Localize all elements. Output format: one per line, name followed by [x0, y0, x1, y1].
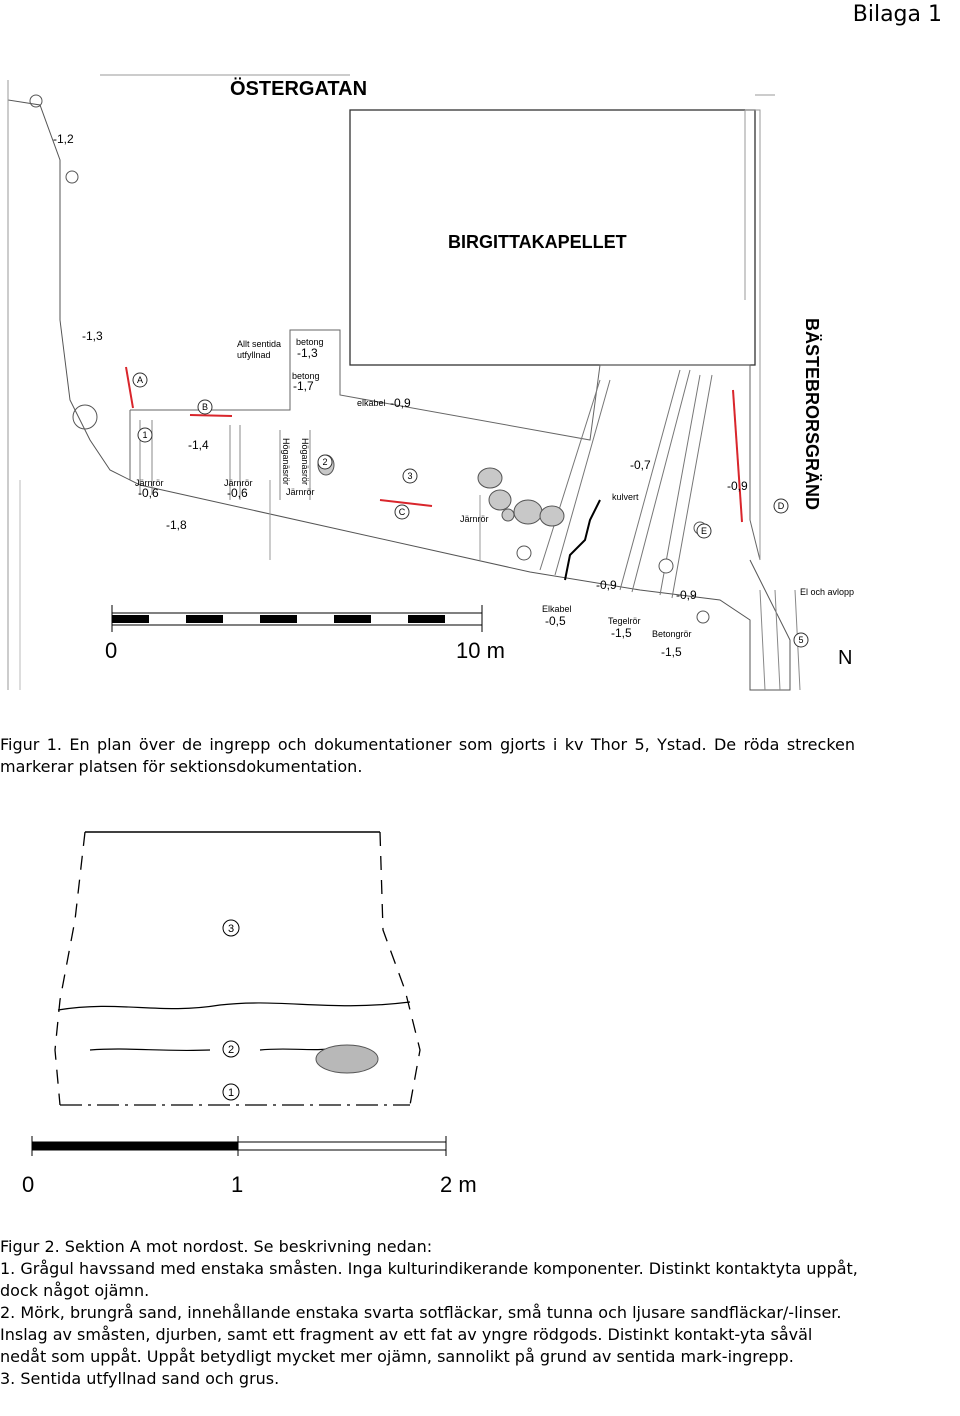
layer-3-marker [223, 920, 239, 936]
level: -1,5 [611, 626, 632, 640]
caption-line: 3. Sentida utfyllnad sand och grus. [0, 1369, 280, 1388]
level: -0,7 [630, 458, 651, 472]
label: El och avlopp [800, 587, 855, 597]
level: -0,9 [596, 578, 617, 592]
level: -1,7 [293, 379, 314, 393]
label: Järnrör [135, 478, 164, 488]
svg-text:2 m: 2 m [440, 1172, 477, 1197]
label: Järnrör [460, 514, 489, 524]
street-top: ÖSTERGATAN [230, 78, 368, 100]
level: -0,9 [727, 479, 748, 493]
svg-text:10 m: 10 m [456, 638, 505, 663]
scale-bar-plan [105, 605, 505, 663]
trench-number [138, 428, 152, 442]
section-drawing [0, 820, 960, 1220]
section-marker-E [697, 524, 711, 538]
section-marker-C [395, 505, 409, 519]
svg-text:E: E [700, 526, 708, 536]
svg-text:B: B [201, 402, 209, 412]
label: Järnrör [286, 487, 315, 497]
level: -0,6 [227, 486, 248, 500]
svg-text:D: D [777, 501, 785, 511]
page-header: Bilaga 1 [852, 2, 942, 27]
section-marker-D [774, 499, 788, 513]
level: -1,3 [82, 329, 103, 343]
label: kulvert [612, 492, 639, 502]
label: betong [292, 371, 320, 381]
svg-text:0: 0 [22, 1172, 35, 1197]
level: -0,6 [138, 486, 159, 500]
caption-line: Figur 2. Sektion A mot nordost. Se beskrivning nedan: [0, 1237, 433, 1256]
label: utfyllnad [237, 350, 271, 360]
svg-text:1: 1 [142, 430, 148, 440]
figure1-caption: Figur 1. En plan över de ingrepp och dokumentationer som gjorts i kv Thor 5, Ystad. De röda strecken markerar platsen för sektionsdokumentation. [0, 735, 855, 776]
svg-text:2: 2 [322, 457, 328, 467]
svg-text:1: 1 [231, 1172, 244, 1197]
level: -0,5 [545, 614, 566, 628]
label: Höganäsrör [281, 438, 291, 486]
scale-bar-section [22, 1136, 477, 1197]
figure2-caption [0, 1236, 860, 1390]
layer-1-marker [223, 1084, 239, 1100]
label: Betongrör [652, 629, 692, 639]
level: -1,8 [166, 518, 187, 532]
label: Elkabel [542, 604, 572, 614]
label: betong [296, 337, 324, 347]
section-marker-A [133, 373, 147, 387]
section-marker-B [198, 400, 212, 414]
north-arrow: N [838, 647, 853, 669]
level: -0,9 [390, 396, 411, 410]
caption-line: 1. Grågul havssand med enstaka småsten. Inga kulturindikerande komponenter. Distinkt kontaktyta uppåt, dock något ojämn. [0, 1259, 858, 1300]
svg-text:A: A [136, 375, 144, 385]
label: elkabel [357, 398, 386, 408]
building-name: BIRGITTAKAPELLET [448, 232, 627, 252]
caption-line: 2. Mörk, brungrå sand, innehållande enstaka svarta sotfläckar, små tunna och ljusare sandfläckar/-linser. Inslag av småsten, djurben, samt ett fragment av ett fat av yngre rödgods. Distinkt kontakt-yta såväl nedåt som uppåt. Uppåt betydligt mycket mer ojämn, sannolikt på grund av sentida mark-ingrepp. [0, 1303, 842, 1366]
svg-text:3: 3 [407, 471, 413, 481]
level: -0,9 [676, 588, 697, 602]
label: Allt sentida [237, 339, 282, 349]
level: -1,5 [661, 645, 682, 659]
level: -1,2 [53, 132, 74, 146]
svg-text:C: C [398, 507, 406, 517]
level: -1,4 [188, 438, 209, 452]
label: Höganäsrör [300, 438, 310, 486]
label: Tegelrör [608, 616, 641, 626]
layer-2-marker [223, 1041, 239, 1057]
svg-text:5: 5 [798, 635, 804, 645]
svg-text:3: 3 [227, 923, 235, 935]
label: Järnrör [224, 478, 253, 488]
svg-text:1: 1 [227, 1087, 235, 1099]
trench-number [403, 469, 417, 483]
svg-text:0: 0 [105, 638, 118, 663]
level: -1,3 [297, 346, 318, 360]
trench-number [318, 455, 332, 469]
trench-number [794, 633, 808, 647]
street-right: BÄSTEBRORSGRÄND [802, 318, 822, 511]
svg-text:2: 2 [227, 1044, 235, 1056]
